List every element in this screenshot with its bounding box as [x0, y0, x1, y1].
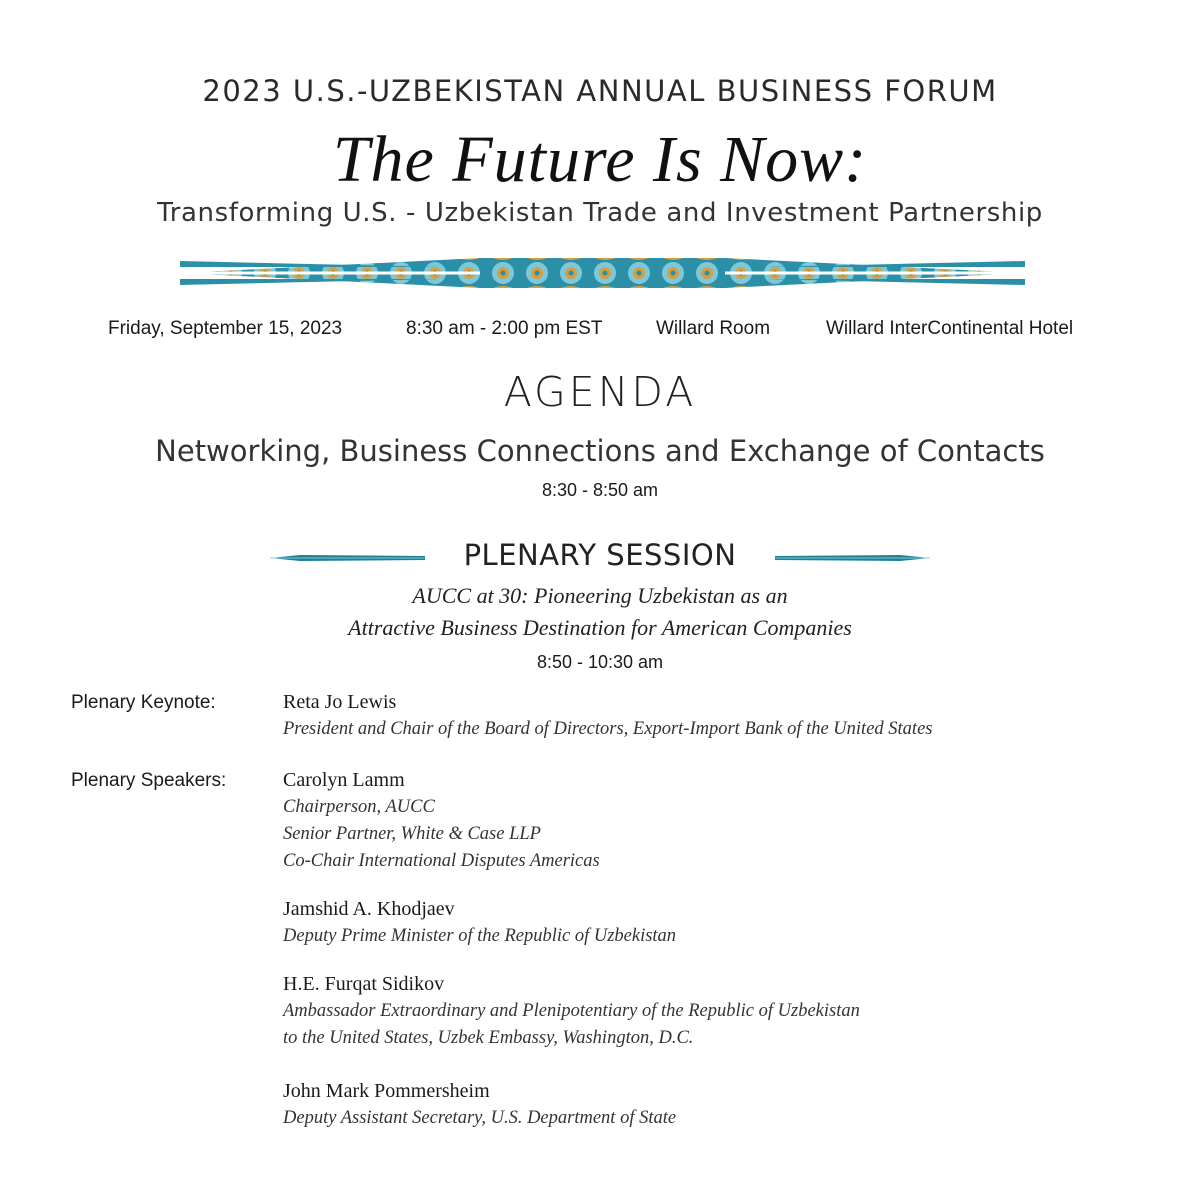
speakers-label: Plenary Speakers: — [71, 770, 227, 791]
speaker-furqat-sidikov — [283, 971, 860, 1052]
plenary-time: 8:50 - 10:30 am — [536, 652, 664, 672]
keynote-label: Plenary Keynote: — [71, 692, 216, 713]
ornament-band — [180, 253, 1025, 293]
plenary-subtitle-line1: AUCC at 30: Pioneering Uzbekistan as an — [412, 583, 788, 608]
speaker-role: Deputy Assistant Secretary, U.S. Department of State — [283, 1108, 677, 1128]
forum-title: 2023 U.S.-UZBEKISTAN ANNUAL BUSINESS FORUM — [202, 74, 998, 108]
speaker-name: Jamshid A. Khodjaev — [283, 898, 455, 920]
speaker-role: Senior Partner, White & Case LLP — [283, 824, 541, 844]
speaker-jamshid-khodjaev — [283, 896, 676, 950]
speaker-role: Chairperson, AUCC — [283, 797, 435, 817]
event-time: 8:30 am - 2:00 pm EST — [406, 318, 603, 339]
networking-time: 8:30 - 8:50 am — [541, 480, 659, 500]
event-date: Friday, September 15, 2023 — [108, 318, 343, 339]
speaker-role: Deputy Prime Minister of the Republic of Uzbekistan — [283, 926, 677, 946]
event-room: Willard Room — [656, 318, 771, 339]
speaker-john-pommersheim — [283, 1078, 676, 1132]
speaker-role: Ambassador Extraordinary and Plenipotentiary of the Republic of Uzbekistan — [283, 1001, 860, 1021]
plenary-subtitle-line2: Attractive Business Destination for American Companies — [348, 615, 852, 640]
plenary-heading: PLENARY SESSION — [463, 538, 737, 572]
networking-title: Networking, Business Connections and Exchange of Contacts — [155, 434, 1045, 468]
speaker-role: President and Chair of the Board of Directors, Export-Import Bank of the United States — [283, 719, 933, 739]
divider-right — [775, 553, 930, 563]
speaker-name: Carolyn Lamm — [283, 769, 405, 791]
subtitle: Transforming U.S. - Uzbekistan Trade and Investment Partnership — [157, 198, 1043, 228]
speaker-role: Co-Chair International Disputes Americas — [283, 851, 600, 871]
keynote-speaker — [283, 689, 932, 743]
speaker-name: H.E. Furqat Sidikov — [283, 973, 445, 995]
speaker-carolyn-lamm — [283, 767, 600, 875]
speaker-name: Reta Jo Lewis — [283, 691, 397, 713]
speaker-role: to the United States, Uzbek Embassy, Washington, D.C. — [283, 1028, 694, 1048]
speaker-name: John Mark Pommersheim — [283, 1080, 490, 1102]
event-venue: Willard InterContinental Hotel — [826, 318, 1074, 339]
tagline: The Future Is Now: — [332, 123, 868, 196]
agenda-heading: AGENDA — [503, 368, 697, 416]
